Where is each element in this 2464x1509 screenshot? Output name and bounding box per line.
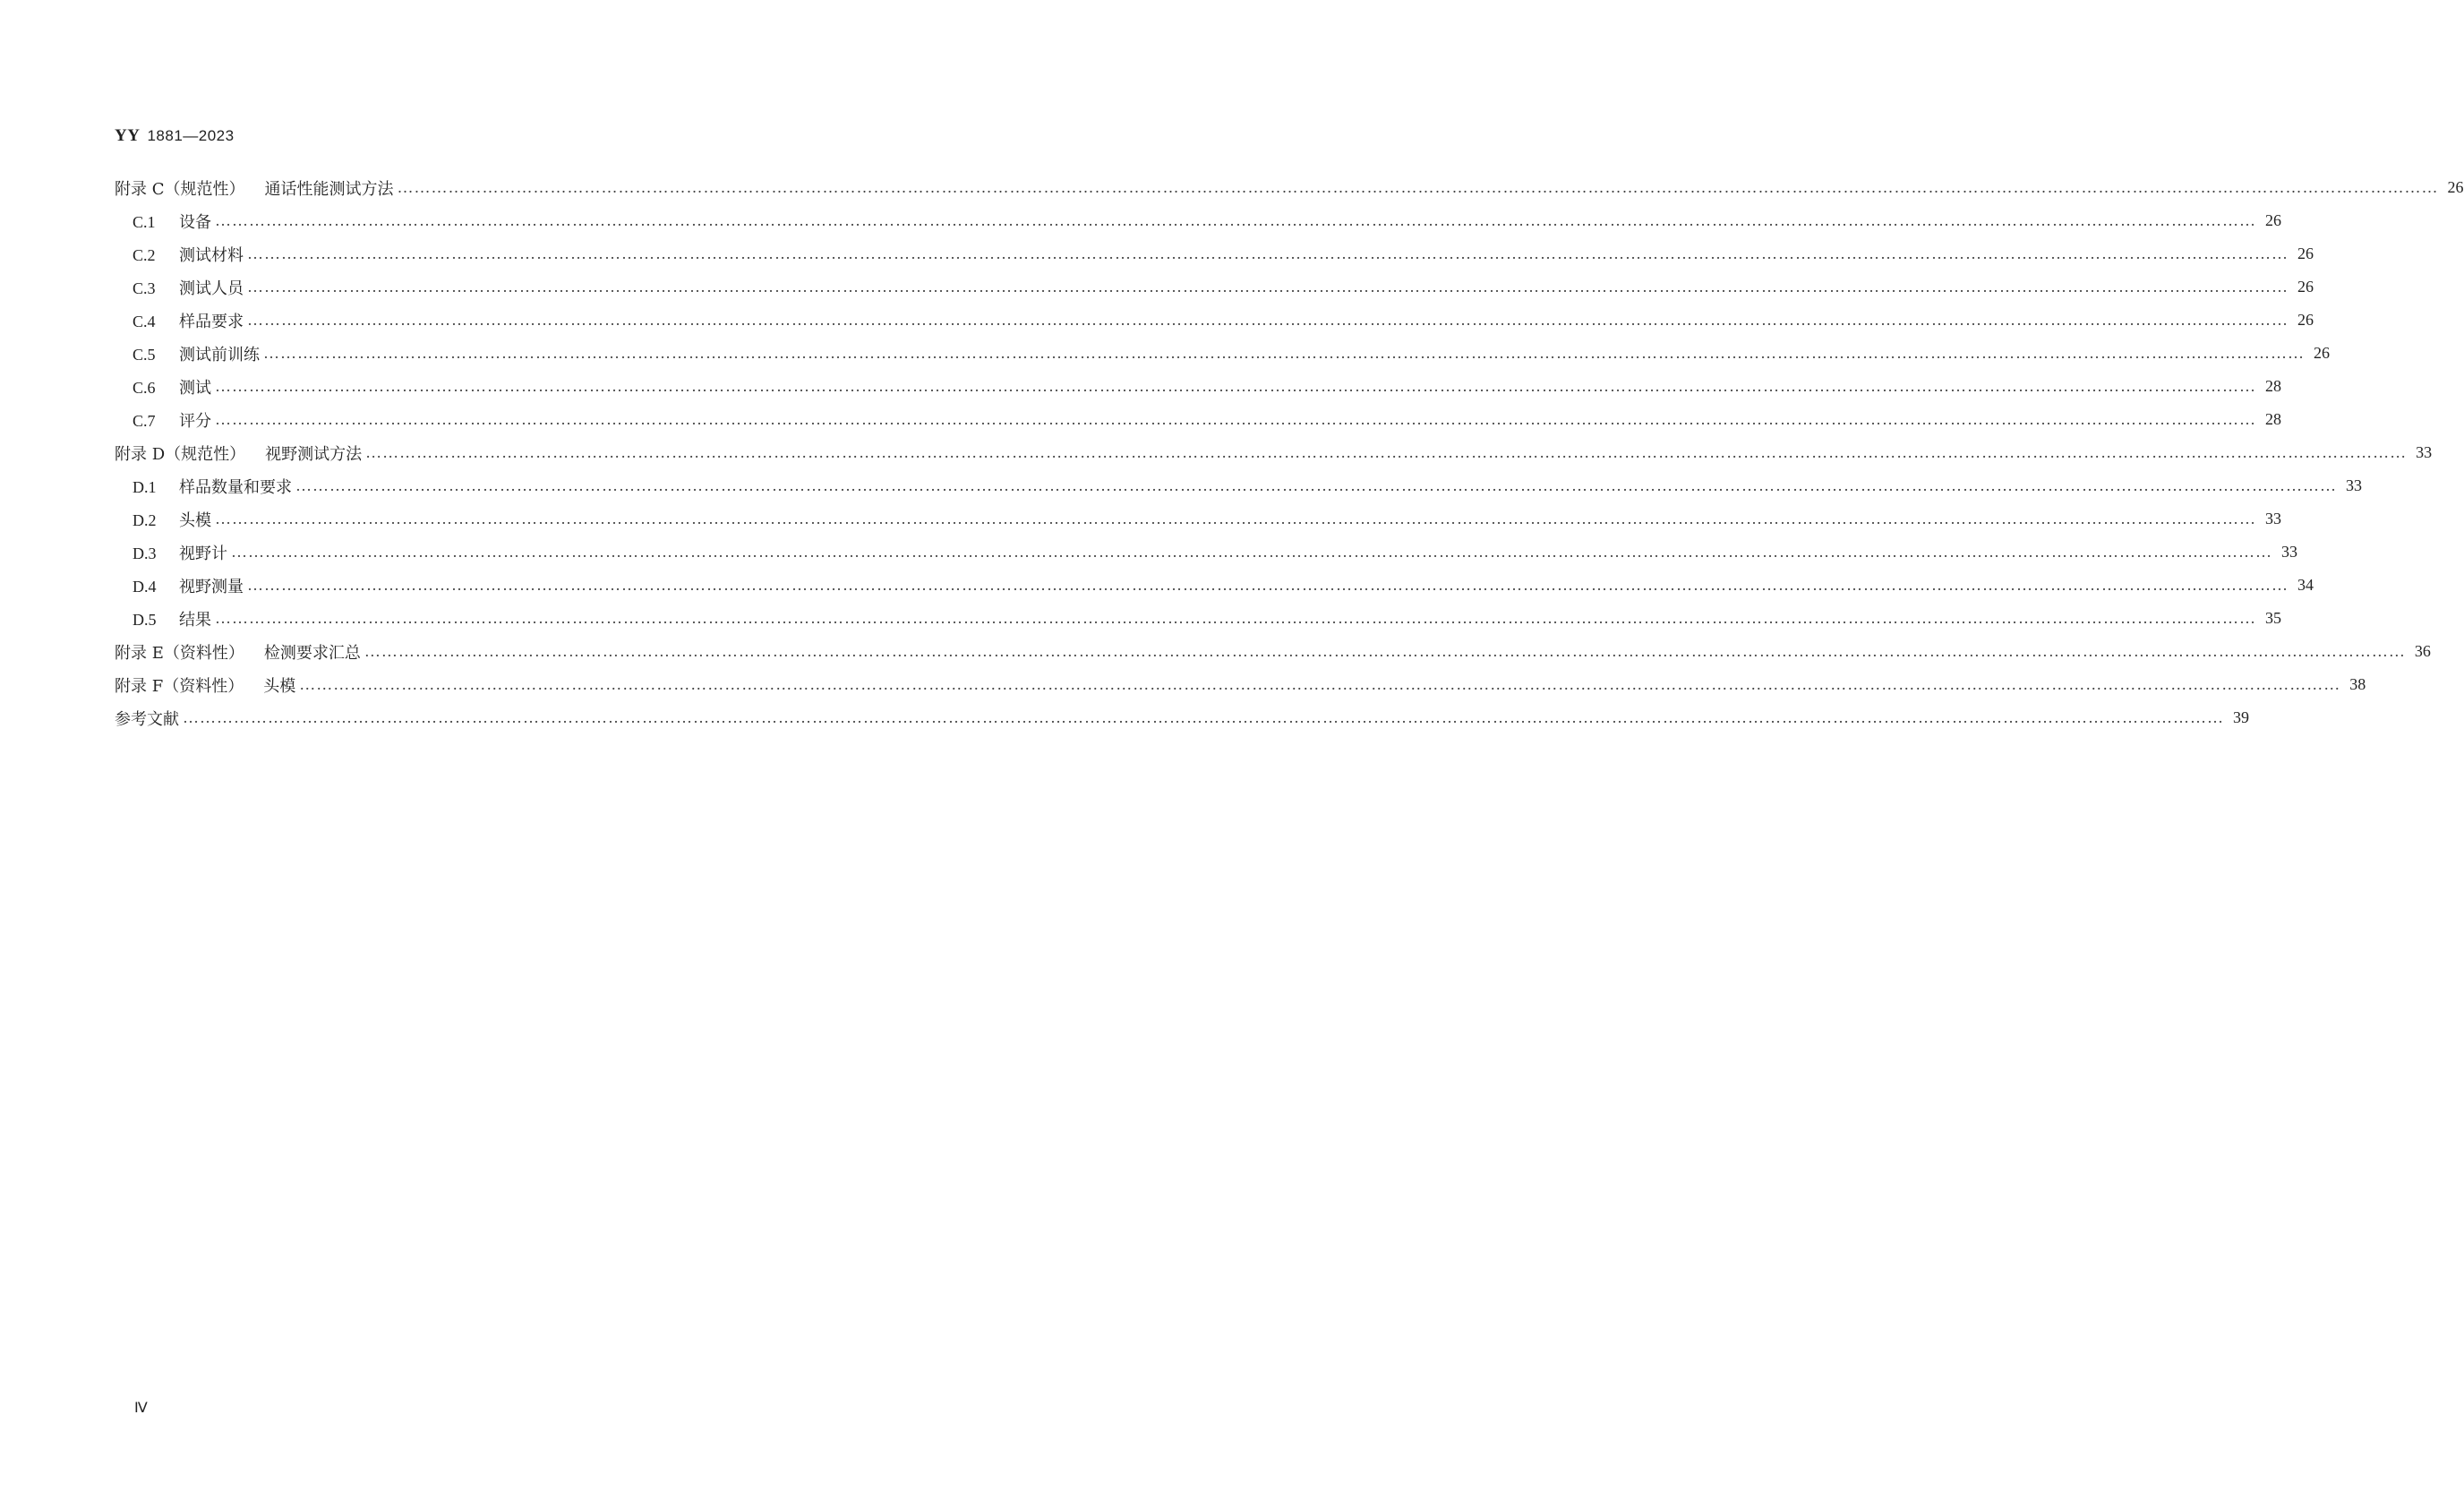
table-of-contents	[115, 171, 2464, 734]
toc-entry-label	[133, 607, 211, 630]
dot-leader: ………………………………………………………………………………………………………………………………………………………………………………………………………………………………………………………………………………………………………………………………	[215, 211, 2256, 229]
toc-entry-page: 26	[2297, 244, 2314, 262]
toc-entry-page: 26	[2447, 178, 2464, 196]
toc-entry-label	[115, 640, 361, 664]
dot-leader: ………………………………………………………………………………………………………………………………………………………………………………………………………………………………………………………………………………………………………………………………	[231, 543, 2272, 561]
toc-entry[interactable]	[115, 337, 2330, 370]
toc-entry-title: 通话性能测试方法	[264, 179, 394, 199]
toc-entry-prefix: D.4	[133, 577, 157, 596]
toc-entry-label	[133, 475, 292, 498]
toc-entry-page: 36	[2414, 642, 2431, 660]
document-header	[115, 126, 235, 146]
toc-entry-title: 头模	[179, 510, 211, 530]
dot-leader: ………………………………………………………………………………………………………………………………………………………………………………………………………………………………………………………………………………………………………………………………	[215, 377, 2256, 395]
dot-leader: ………………………………………………………………………………………………………………………………………………………………………………………………………………………………………………………………………………………………………………………………	[365, 443, 2408, 461]
toc-entry[interactable]	[115, 171, 2464, 204]
toc-entry-label	[133, 408, 211, 432]
page-number: Ⅳ	[134, 1401, 148, 1416]
standard-code: YY	[115, 126, 141, 145]
toc-entry-title: 测试人员	[179, 279, 244, 298]
dot-leader: ………………………………………………………………………………………………………………………………………………………………………………………………………………………………………………………………………………………………………………………………	[215, 609, 2256, 627]
toc-entry[interactable]	[115, 569, 2314, 602]
dot-leader: ………………………………………………………………………………………………………………………………………………………………………………………………………………………………………………………………………………………………………………………………	[364, 642, 2406, 660]
dot-leader: ………………………………………………………………………………………………………………………………………………………………………………………………………………………………………………………………………………………………………………………………	[397, 178, 2439, 196]
toc-entry[interactable]	[115, 204, 2281, 237]
dot-leader: ………………………………………………………………………………………………………………………………………………………………………………………………………………………………………………………………………………………………………………………………	[299, 675, 2341, 693]
toc-entry-page: 38	[2349, 675, 2366, 693]
toc-entry-title: 结果	[179, 610, 211, 630]
toc-entry-title: 评分	[179, 411, 211, 431]
toc-entry-label	[133, 508, 211, 531]
dot-leader: ………………………………………………………………………………………………………………………………………………………………………………………………………………………………………………………………………………………………………………………………	[247, 244, 2289, 262]
toc-entry-title: 测试	[179, 378, 211, 398]
toc-entry-label	[133, 342, 260, 365]
dot-leader: ………………………………………………………………………………………………………………………………………………………………………………………………………………………………………………………………………………………………………………………………	[215, 410, 2256, 428]
toc-entry[interactable]	[115, 304, 2314, 337]
toc-entry[interactable]	[115, 237, 2314, 270]
toc-entry-page: 26	[2297, 278, 2314, 296]
toc-entry-page: 26	[2265, 211, 2281, 229]
toc-entry[interactable]	[115, 469, 2362, 502]
toc-entry[interactable]	[115, 403, 2281, 436]
toc-entry-label	[133, 574, 244, 597]
toc-entry-prefix: 附录 D（规范性）	[115, 444, 246, 464]
toc-entry-prefix: 附录 F（资料性）	[115, 676, 244, 696]
toc-entry-prefix: D.3	[133, 544, 157, 562]
toc-entry[interactable]	[115, 668, 2366, 701]
toc-entry-label	[133, 210, 211, 233]
toc-entry-title: 样品数量和要求	[179, 477, 292, 497]
toc-entry-label	[115, 707, 179, 730]
toc-entry-prefix: D.1	[133, 477, 157, 496]
toc-entry-title: 测试前训练	[179, 345, 260, 364]
toc-entry-page: 33	[2416, 443, 2433, 461]
toc-entry-page: 26	[2314, 344, 2330, 362]
toc-entry-label	[133, 243, 244, 266]
toc-entry-prefix: D.2	[133, 510, 157, 529]
dot-leader: ………………………………………………………………………………………………………………………………………………………………………………………………………………………………………………………………………………………………………………………………	[247, 311, 2289, 329]
toc-entry-prefix: C.7	[133, 411, 156, 430]
toc-entry-page: 39	[2233, 708, 2249, 726]
toc-entry-page: 33	[2265, 510, 2281, 527]
toc-entry-title: 设备	[179, 212, 211, 232]
toc-entry-page: 34	[2297, 576, 2314, 594]
toc-entry[interactable]	[115, 701, 2249, 734]
toc-entry-title: 测试材料	[179, 245, 244, 265]
toc-entry[interactable]	[115, 502, 2281, 536]
toc-entry-title: 视野测试方法	[265, 444, 363, 464]
toc-entry-label	[133, 276, 244, 299]
toc-entry-prefix: D.5	[133, 610, 157, 629]
toc-entry-label	[133, 541, 227, 564]
toc-entry-page: 28	[2265, 410, 2281, 428]
toc-entry-prefix: C.2	[133, 245, 156, 264]
toc-entry-label	[115, 442, 362, 465]
toc-entry-page: 33	[2281, 543, 2297, 561]
toc-entry[interactable]	[115, 536, 2297, 569]
toc-entry-title: 视野测量	[179, 577, 244, 596]
toc-entry-prefix: C.6	[133, 378, 156, 397]
dot-leader: ………………………………………………………………………………………………………………………………………………………………………………………………………………………………………………………………………………………………………………………………	[247, 278, 2289, 296]
toc-entry-title: 头模	[263, 676, 296, 696]
toc-entry[interactable]	[115, 370, 2281, 403]
toc-entry-label	[133, 309, 244, 332]
toc-entry-prefix: C.1	[133, 212, 156, 231]
toc-entry-label	[133, 375, 211, 399]
toc-entry-title: 视野计	[179, 544, 227, 563]
toc-entry-prefix: C.5	[133, 345, 156, 364]
toc-entry-page: 35	[2265, 609, 2281, 627]
toc-entry[interactable]	[115, 270, 2314, 304]
dot-leader: ………………………………………………………………………………………………………………………………………………………………………………………………………………………………………………………………………………………………………………………………	[215, 510, 2256, 527]
toc-entry-title: 检测要求汇总	[263, 643, 361, 663]
toc-entry-label	[115, 673, 295, 697]
dot-leader: ………………………………………………………………………………………………………………………………………………………………………………………………………………………………………………………………………………………………………………………………	[263, 344, 2305, 362]
toc-entry[interactable]	[115, 436, 2433, 469]
toc-entry-page: 33	[2346, 476, 2362, 494]
toc-entry[interactable]	[115, 602, 2281, 635]
toc-entry-prefix: C.4	[133, 312, 156, 330]
toc-entry-page: 26	[2297, 311, 2314, 329]
toc-entry-page: 28	[2265, 377, 2281, 395]
toc-entry[interactable]	[115, 635, 2431, 668]
standard-number: 1881—2023	[147, 127, 235, 144]
dot-leader: ………………………………………………………………………………………………………………………………………………………………………………………………………………………………………………………………………………………………………………………………	[183, 708, 2224, 726]
toc-entry-prefix: 附录 C（规范性）	[115, 179, 245, 199]
toc-entry-title: 样品要求	[179, 312, 244, 331]
toc-entry-title: 参考文献	[115, 709, 179, 729]
toc-entry-label	[115, 176, 394, 200]
toc-entry-prefix: 附录 E（资料性）	[115, 643, 244, 663]
dot-leader: ………………………………………………………………………………………………………………………………………………………………………………………………………………………………………………………………………………………………………………………………	[247, 576, 2289, 594]
toc-entry-prefix: C.3	[133, 279, 156, 297]
dot-leader: ………………………………………………………………………………………………………………………………………………………………………………………………………………………………………………………………………………………………………………………………	[295, 476, 2337, 494]
